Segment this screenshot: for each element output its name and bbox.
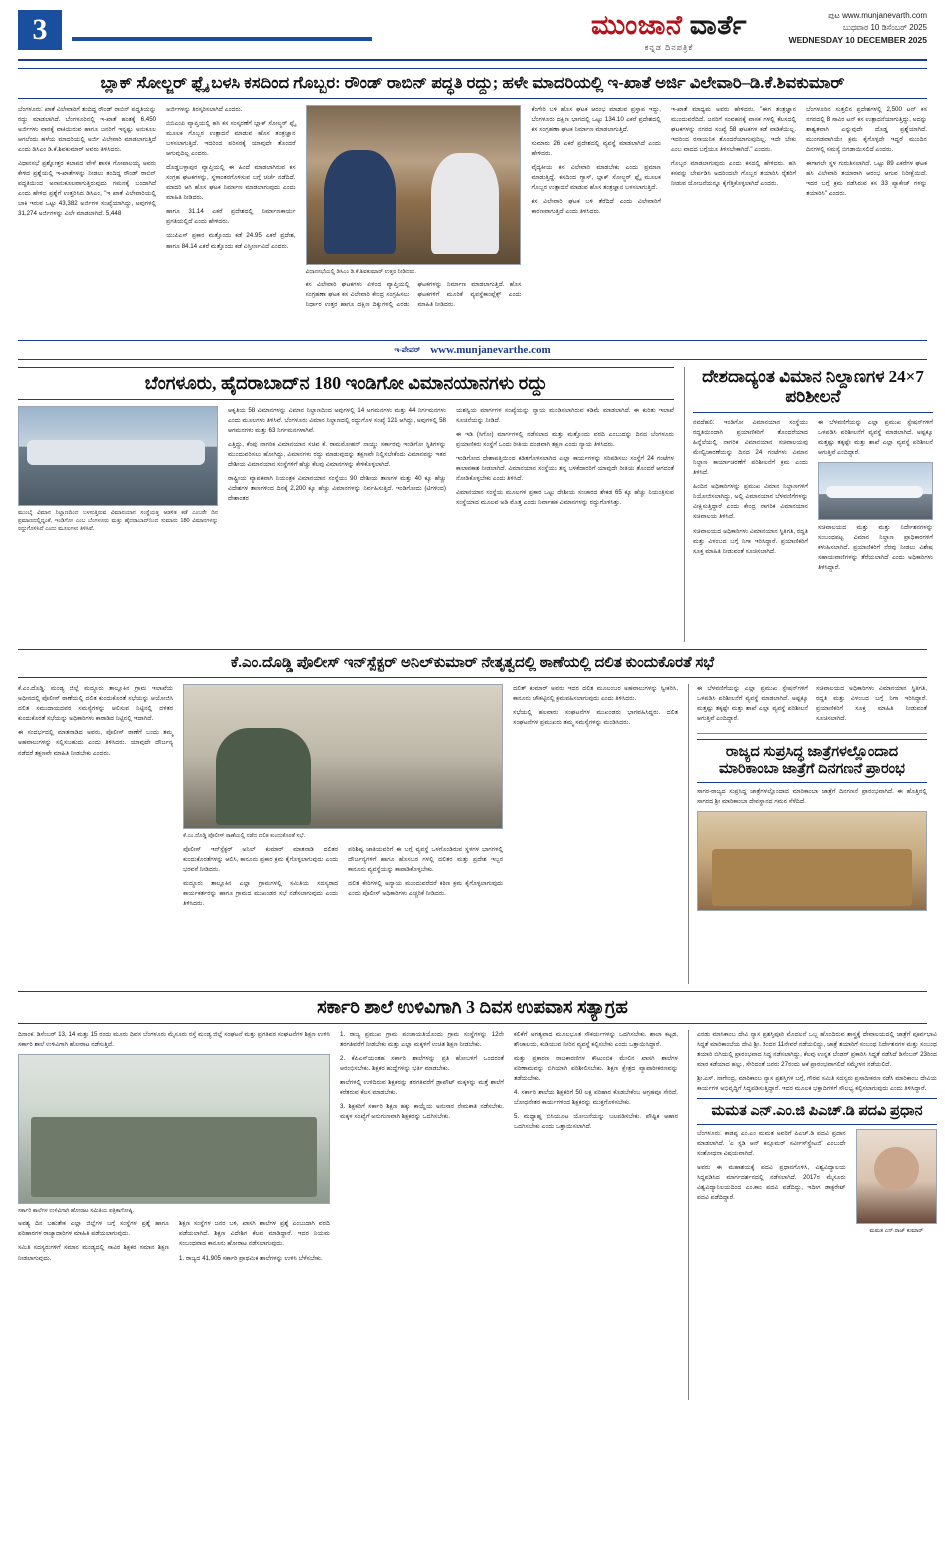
story3-col3-p1: ಪರಿಶಿಷ್ಟ ಜಾತಿಯವರಿಗೆ ಈ ಬಗ್ಗೆ ವ್ಯವಸ್ಥೆ ಒಳಗೊಂಡಿರುವ ಸ್ಥಳಗಳ ಭಾಗಗಳಲ್ಲಿ ದೌರ್ಜನ್ಯಗಳಿಗೆ ಹಾಗೂ ಹೊಸಬರ ಗಳಲ್ಲಿ ದಲಿತರ ಮತ್ತು ಪ್ರದೇಶ ಇಬ್ಬರ ಕಾನೂನು ವ್ಯವಸ್ಥೆಯನ್ನು ಕಾಪಾಡಿಕೊಳ್ಳಬೇಕು.: [348, 845, 504, 873]
story3-col1-p1: ಕೆ.ಎಂ.ದೊಡ್ಡಿ: ಮಂಡ್ಯ ಜಿಲ್ಲೆ ಮದ್ದೂರು ತಾಲ್ಲೂಕಿನ ಗ್ರಾಮ ಇಲಾಖೆಯ ಅಧೀನದಲ್ಲಿ ಪೊಲೀಸ್ ಠಾಣೆಯಲ್ಲಿ ದಲಿತ ಕುಂದುಕೊರತೆ ಸಭೆಯನ್ನು ಆಯೋಜಿಸಿ ದಲಿತ ಸಮುದಾಯದವರ ಸಮಸ್ಯೆಗಳನ್ನು ಆಲಿಸುವ ನಿಟ್ಟಿನಲ್ಲಿ ದಳಿತರ ಕುಂದುಕೊರತೆ ಸಭೆಯನ್ನು ಅಧಿಕಾರಿಗಳು ಕಾರಾಡಿದ ನಿಟ್ಟಿನಲ್ಲಿ ಇದಾಗಿದೆ.: [18, 685, 174, 723]
story1-headline: ಬ್ಲಾಕ್ ಸೋಲ್ಜರ್ ಫ್ಲೈ ಬಳಸಿ ಕಸದಿಂದ ಗೊಬ್ಬರ: ರೌಂಡ್ ರಾಬಿನ್ ಪದ್ಧತಿ ರದ್ದು; ಹಳೇ ಮಾದರಿಯಲ್ಲಿ ಇ-ಖಾತೆ ಅರ್ಜಿ ವಿಲೇವಾರಿ–ಡಿ.ಕೆ.ಶಿವಕುಮಾರ್: [100, 73, 845, 92]
story4-headline-band: [18, 991, 927, 1024]
story1-photo-caption: ವಿಧಾನಸಭೆಯಲ್ಲಿ ಡಿಸಿಎಂ ಡಿ.ಕೆ.ಶಿವಕುಮಾರ್ ಉತ್ತರ ನೀಡಿದರು.: [305, 268, 416, 275]
story4-body: [18, 1030, 678, 1268]
story3-col1-p2: ಈ ಸಂದರ್ಭದಲ್ಲಿ ಮಾತನಾಡಿದ ಅವರು, ಪೊಲೀಸ್ ಠಾಣೆಗೆ ಬಂದು ತಮ್ಮ ಅಹವಾಲುಗಳನ್ನು ಸಲ್ಲಿಸಬಹುದು ಎಂದು ತಿಳಿಸಿದರು. ಯಾವುದೇ ದೌರ್ಜನ್ಯ ನಡೆದರೆ ತಕ್ಷಣವೇ ಮಾಹಿತಿ ನೀಡಬೇಕು ಎಂದರು.: [18, 729, 174, 757]
story2-col1: [228, 406, 446, 534]
story2-side-col1-p2: ಹಿಂದಿನ ಅಧಿಕಾರಿಗಳನ್ನು ಪ್ರಮುಖ ವಿಮಾನ ನಿಲ್ದಾಣಗಳಿಗೆ ನಿಯೋಜಿಸಲಾಗಿದ್ದು, ಅಲ್ಲಿ ವಿಮಾನಯಾನ ಬೆಳವಣಿಗೆಗಳನ್ನು ವೀಕ್ಷಿಸುತ್ತಿದ್ದಾರೆ ಎಂದು ಕೇಂದ್ರ ನಾಗರಿಕ ವಿಮಾನಯಾನ ಸಚಿವಾಲಯ ತಿಳಿಸಿದೆ.: [693, 483, 808, 521]
story4-col2b: [179, 1219, 330, 1267]
masthead-right: [747, 10, 927, 47]
story1-photo-block: [306, 105, 522, 333]
story2-side-col2: [818, 418, 933, 577]
story1-col3-p1: ಕಸ ವಿಲೇವಾರಿ ಘಟಕಗಳು ಏಳಿಂದ ವ್ಯಾಪ್ತಿಯಲ್ಲಿ ಸಂಗ್ರಹಣಾ ಘಟಕ ಕಸ ವಿಲೇವಾರಿ ಕೇಂದ್ರ ಸಂಗ್ರಹಿಸಲು ನಿರ್ಧಾರ ಉತ್ತರ ಹಾಗೂ ದಕ್ಷಿಣ ದಿಕ್ಕುಗಳಲ್ಲಿ ಎರಡು ಘಟಕಗಳನ್ನು ನಿರ್ಮಾಣ ಮಾಡಲಾಗುತ್ತಿದೆ. ಹೊಸ ಘಟಕಗಳಿಗೆ ಮೂರಿಕೆ ವ್ಯವಸ್ಥೆಕಾಂಪ್ಲೆಕ್ಸ್ ಎಂದು ಮಾಹಿತಿ ನೀಡಿದರು.: [305, 281, 522, 309]
story2-side-col1-p3: ಸಚಿವಾಲಯದ ಅಧಿಕಾರಿಗಳು ವಿಮಾನಯಾನ ಸ್ಥಿತಿಗತಿ, ರದ್ದತಿ ಮತ್ತು ವಿಳಂಬದ ಬಗ್ಗೆ ನಿಗಾ ಇರಿಸಿದ್ದಾರೆ. ಪ್ರಯಾಣಿಕರಿಗೆ ಸೂಕ್ತ ಮಾಹಿತಿ ನೀಡುವಂತೆ ಸೂಚಿಸಲಾಗಿದೆ.: [693, 527, 808, 555]
story5-intro: [697, 787, 927, 807]
story4-col1b: [18, 1219, 169, 1267]
story4-col2b-p1: ಶಿಕ್ಷಣ ಸಂಸ್ಥೆಗಳ ಜನರ ಬಳಿ, ಖಾಸಗಿ ಶಾಲೆಗಳ ಪ್ರಶ್ನೆ ಎಂಬುದಾಗಿ ವರದಿ ಪಡೆಯಲಾಗಿದೆ. ಶಿಕ್ಷಣ ವಿದೇಶಿಗ ಕೆಲವ ಮಾಡಿದ್ದಾರೆ. ಇದರ ನಿಯಮ ಸಂಬಂಧವಾದ ಕಾನೂನು ಹೋರಾಟ ನಡೆಸಲಾಗುವುದು.: [179, 1220, 330, 1248]
story1-col1-p2: ವಿಧಾನಸಭೆ ಪ್ರಶ್ನೋತ್ತರ ಕಲಾಪದ ವೇಳೆ ಶಾಸಕ ಗೋಪಾಲಯ್ಯ ಅವರು ಕೇಳಿದ ಪ್ರಶ್ನೆಯಲ್ಲಿ ಇ-ಖಾತೆಗಳನ್ನು ನೀಡಲು ತಂದಿದ್ದ ರೌಂಡ್ ರಾಬಿನ್ ಪದ್ಧತಿಯಿಂದ ಅನಾನುಕೂಲವಾಗುತ್ತಿರುವುದು ಗಮನಕ್ಕೆ ಬಂದಾಗಿದೆ ಎಂದು ಹೇಳಿದ ಪ್ರಶ್ನೆಗೆ ಉತ್ತರಿಸಿದ ಡಿಸಿಎಂ, "ಇ ಖಾತೆ ವಿಲೇವಾರಿಯಲ್ಲಿ ಬಾಕಿ ಇರುವ ಒಟ್ಟು 43,382 ಅರ್ಜಿಗಳ ಸಂಖ್ಯೆಯಾಗಿದ್ದು, ಅವುಗಳಲ್ಲಿ 31,274 ಅರ್ಜಿಗಳನ್ನು ವಿಲೇ ಮಾಡಲಾಗಿದೆ. 5,448: [18, 160, 157, 218]
story2-body: [18, 406, 674, 534]
story4-col1: [18, 1030, 330, 1050]
story2-col1-p1: ಆಕೃತಿಯ 58 ವಿಮಾನಗಳನ್ನು ವಿಮಾನ ನಿಲ್ದಾಣದಿಂದ ಅವುಗಳಲ್ಲಿ 14 ಅಗಮನಗಳು ಮತ್ತು 44 ನಿರ್ಗಮನಗಳು ಎಂದು ಮೂಲಗಳು ತಿಳಿಸಿವೆ. ಬೆಂಗಳೂರು ವಿಮಾನ ನಿಲ್ದಾಣದಲ್ಲಿ ರದ್ದುಗೊಳ ಸಂಖ್ಯೆ 121 ಆಗಿದ್ದು, ಅವುಗಳಲ್ಲಿ 58 ಆಗಮನಗಳು ಮತ್ತು 63 ನಿರ್ಗಮನಗಳಾಗಿವೆ.: [228, 406, 446, 434]
story1-col6: [806, 105, 927, 333]
story3-sidebar-divider: [697, 733, 927, 734]
story3-col4-p2: ಸಭೆಯಲ್ಲಿ ಹಲವಾರು ಸಂಘಟನೆಗಳ ಮುಖಂಡರು ಭಾಗವಹಿಸಿದ್ದರು. ದಲಿತ ಸಂಘಟನೆಗಳ ಪ್ರಮುಖರು ತಮ್ಮ ಸಮಸ್ಯೆಗಳನ್ನು ಮಂಡಿಸಿದರು.: [513, 709, 678, 727]
story2-col2-p2: ಈ ಇಡಿ (ಸಿಗೋ) ಮಾರ್ಗಗಳಲ್ಲಿ ನಡೆಸಲಾದ ಮತ್ತು ಮತ್ತೊಂದು ವರದಿ ಎಂಬುದನ್ನು ದಿನದ ಬೆಂಗಳೂರು ಪ್ರಯಾಣಿಕರು ಸಂಸ್ಥೆಗೆ ಒಂದು ರೀತಿಯ ದಂಡವಾಗಿ ತಕ್ಷಣ ಎಂದು ನ್ಯಾಯ ತಿಳಿಸಿದರು.: [456, 430, 674, 448]
story4-col4-p1: ಕಲಿಕೆಗೆ ಅಗತ್ಯವಾದ ಮೂಲಭೂತ ಸೌಕರ್ಯಗಳನ್ನು ಒದಗಿಸಬೇಕು. ಶಾಲಾ ಕಟ್ಟಡ, ಶೌಚಾಲಯ, ಕುಡಿಯುವ ನೀರಿನ ವ್ಯವಸ್ಥೆ ಕಲ್ಪಿಸಬೇಕು ಎಂದು ಒತ್ತಾಯಿಸಿದ್ದಾರೆ.: [514, 1030, 678, 1048]
story4-col1-p1: ದಿನಾಂಕ: ಡಿಸೆಂಬರ್ 13, 14 ಮತ್ತು 15 ರಂದು ಮೂರು ದಿವಸ ಬೆಂಗಳೂರು ಮೈಸೂರು ರಸ್ತೆ ಮಂಡ್ಯ ಜಿಲ್ಲೆ ಸಂಘಟನೆ ಮತ್ತು ಪ್ರಗತಿಪರ ಸಂಘಟನೆಗಳ ಶಿಕ್ಷಣ ಉಳಿಸಿ ಸರ್ಕಾರಿ ಶಾಲೆ ಉಳಿವಿಗಾಗಿ ಹೋರಾಟ ನಡೆಸುತ್ತಿದೆ.: [18, 1030, 330, 1048]
story1-col2: [166, 105, 296, 333]
story1-col5: [671, 105, 796, 333]
story2-side-col2-p1: ಈ ಬೆಳವಣಿಗೆಯನ್ನು ಎಲ್ಲಾ ಪ್ರಮುಖ ಸ್ಟೇಷನ್‌ಗಳಿಗೆ ಒಳಪಡಿಸಿ ಪರಿಶೀಲನೆಗೆ ವ್ಯವಸ್ಥೆ ಮಾಡಲಾಗಿದೆ. ಅಷ್ಟಕ್ಕೂ ಮತ್ತಷ್ಟು ತಕ್ಕಷ್ಟೇ ಮತ್ತು ಶಾಖೆ ಎಲ್ಲಾ ವ್ಯವಸ್ಥೆ ಪರಿಶೀಲನೆ ಆಗುತ್ತಿವೆ ಎಂದಿದ್ದಾರೆ.: [818, 419, 933, 457]
story4-section: [18, 1030, 937, 1400]
story4-col3-p1: 1. ರಾಜ್ಯ ಪ್ರಮುಖ ಗ್ರಾಮ ಪಂಚಾಯತಿಯೊಂದು ಗ್ರಾಮ ಸಂಸ್ಥೆಗಳನ್ನು 12ನೇ ತರಗತಿವರೆಗೆ ನೀಡಬೇಕು ಮತ್ತು ಎಲ್ಲಾ ಮಕ್ಕಳಿಗೆ ಉಚಿತ ಶಿಕ್ಷಣ ನೀಡಬೇಕು.: [340, 1030, 504, 1048]
story2-photo-caption: ಮುಂಬೈ ವಿಮಾನ ನಿಲ್ದಾಣದಿಂದ ಬಳಸುತ್ತಿರುವ ವಿಮಾನಯಾನ ಸಂಸ್ಥೆಯತ್ತ ಆಡಳಿತ ಕಡೆ ಎಂಬರೇ ದಿನ ಪ್ರಮಾಣದಲ್ಲಿದ್ದಂತೆ, ಇಂಡಿಗೋ ಎಂಬ ಬೆಂಗಳೂರು ಮತ್ತು ಹೈದರಾಬಾದ್‌ನಿಂದ ಸುಮಾರು 180 ವಿಮಾನಗಳನ್ನು ರದ್ದುಗೊಳಿಸಿದೆ ಎಂದು ಮೂಲಗಳು ತಿಳಿಸಿವೆ.: [18, 509, 218, 533]
story1-col2-p3: ದೊಡ್ಡಬಳ್ಳಾಪುರ ವ್ಯಾಪ್ತಿಯಲ್ಲಿ ಈ ಹಿಂದೆ ಮಾಡಲಾಗಿರುವ ಕಸ ಸಂಗ್ರಹ ಘಟಕಗಳನ್ನು, ಸ್ಥಳಾಂತರಗೊಳಿಸುವ ಬಗ್ಗೆ ಚರ್ಚೆ ನಡೆದಿದೆ. ಮಾದರಿ ಆಗಿ ಹೊಸ ಘಟಕ ನಿರ್ಮಾಣ ಮಾಡಲಾಗುವುದು ಎಂದು ಮಾಹಿತಿ ನೀಡಿದರು.: [166, 164, 296, 202]
masthead-date-en: WEDNESDAY 10 DECEMBER 2025: [788, 35, 927, 45]
story6-photo-block: [856, 1129, 937, 1235]
story3-main: [18, 684, 678, 984]
story3-body: [18, 684, 678, 913]
story4-col4-p3: ಮತ್ತು ಪ್ರಕಾರಣ ರಾಜಕಾರಣಿಗಳ ಕೌಟುಂಬಿಕ ಮೇಲಿನ ಖಾಸಗಿ ಶಾಲೆಗಳ ಪರಿಣಾಮವನ್ನು ಬಿಗಿಯಾಗಿ ಪರಿಶೀಲಿಸಬೇಕು. ಶಿಕ್ಷಣ ಕ್ಷೇತ್ರದ ವ್ಯಾಪಾರೀಕರಣವನ್ನು ತಡೆಯಬೇಕು.: [514, 1055, 678, 1083]
assembly-photo: [306, 105, 522, 265]
story1-col1: [18, 105, 156, 333]
story3-col1: [18, 684, 173, 913]
masthead-left: [18, 10, 591, 50]
masthead-website[interactable]: [747, 10, 927, 22]
story3-side-text: [697, 684, 927, 728]
story3-side-p1: ಈ ಬೆಳವಣಿಗೆಯನ್ನು ಎಲ್ಲಾ ಪ್ರಮುಖ ಸ್ಟೇಷನ್‌ಗಳಿಗೆ ಒಳಪಡಿಸಿ ಪರಿಶೀಲನೆಗೆ ವ್ಯವಸ್ಥೆ ಮಾಡಲಾಗಿದೆ. ಅಷ್ಟಕ್ಕೂ ಮತ್ತಷ್ಟು ತಕ್ಕಷ್ಟೇ ಮತ್ತು ಶಾಖೆ ಎಲ್ಲಾ ವ್ಯವಸ್ಥೆ ಪರಿಶೀಲನೆ ಆಗುತ್ತಿವೆ ಎಂದಿದ್ದಾರೆ.: [697, 685, 808, 723]
story3-col4: [513, 684, 678, 913]
story4-col4: [514, 1030, 678, 1268]
indigo-aircraft-photo: [818, 462, 933, 520]
story2-photo-block: [18, 406, 218, 534]
story1-col2-p1: ಅರ್ಜಿಗಳನ್ನು ತಿರಸ್ಕರಿಸಲಾಗಿದೆ ಎಂದರು.: [166, 105, 243, 113]
story3-col2-p1: ಪೊಲೀಸ್ ಇನ್‌ಸ್ಪೆಕ್ಟರ್ ಅನಿಲ್ ಕುಮಾರ್ ಮಾತನಾಡಿ ದಲಿತರ ಕುಂದುಕೊರತೆಗಳನ್ನು ಆಲಿಸಿ, ಕಾನೂನು ಪ್ರಕಾರ ಕ್ರಮ ಕೈಗೊಳ್ಳಲಾಗುವುದು ಎಂದು ಭರವಸೆ ನೀಡಿದರು.: [183, 845, 339, 873]
story1-headline-band: [18, 68, 927, 99]
story2-col2-p1: ಯಶಸ್ವಿಯ ಮಾರ್ಗಗಳ ಸಂಖ್ಯೆಯನ್ನು ನ್ಯಾಯ ಮಂಡಿಸಲಾಗಿರುವ ಕಡಿಮೆ ಮಾಡಲಾಗಿದೆ. ಈ ಕುರಿತು ಇಲಾಖೆ ಸೂಚನೆಯನ್ನು ನೀಡಿದೆ.: [456, 406, 674, 424]
masthead-title-part2: ವಾರ್ತೆ: [689, 10, 747, 40]
story1-col5-p2: ಗೊಬ್ಬರ ಮಾಡಲಾಗುವುದು ಎಂದು ಕಸದಲ್ಲಿ ಹೇಳಿದರು. ಹಸಿ ಕಸವನ್ನು ಬೇರ್ಪಡಿಸಿ ಅದರಿಂದಲೇ ಗೊಬ್ಬರ ತಯಾರಿಸಿ ರೈತರಿಗೆ ನೀಡುವ ಯೋಜನೆಯನ್ನೂ ಕೈಗೆತ್ತಿಕೊಳ್ಳಲಾಗಿದೆ ಎಂದರು.: [670, 160, 797, 188]
masthead-title-part1: ಮುಂಜಾನೆ: [591, 10, 683, 40]
story2-side-col2-text: [818, 418, 933, 458]
story2-col1-p2: ಎತ್ತಿದ್ದು, ಕೆಂಪು ನಾಗರಿಕ ವಿಮಾನಯಾನ ಸಚಿವ ಕೆ. ರಾಮಮೋಹನ್ ನಾಯ್ಡು ಸರ್ಕಾರವು ಇಂಡಿಗೋ ಸ್ಥಿತಿಗಳನ್ನು ಮುಂದುವರಿಸಲು ಹೋಗಿದ್ದು, ವಿಮಾನಗಳು ರದ್ದು ಮಾಡುವುದನ್ನು ತಕ್ಷಣವೇ ನಿಲ್ಲಿಸಬೇಕೆಂದು ವಿಮಾನವನ್ನು ಇತರ ದೇಶೀಯ ವಿಮಾನಯಾನ ಸಂಸ್ಥೆಗಳಿಗೆ ಹೆಚ್ಚು ಕೆಲವು ವಿಮಾನಗಳನ್ನು ಕೇಳಿಕೊಳ್ಳಲಾಗಿದೆ.: [228, 440, 446, 468]
story6-photo-caption: ಮಮತ ಎನ್.ರಾಜ್ ಕುಮಾರ್: [869, 1227, 924, 1234]
temple-festival-photo: [697, 811, 927, 911]
story3-headline-band: [18, 649, 927, 678]
story2-side-headline: ದೇಶದಾದ್ಯಂತ ವಿಮಾನ ನಿಲ್ದಾಣಗಳ 24×7 ಪರಿಶೀಲನೆ: [693, 367, 933, 413]
story1-col2-p2: ಬಿಬಿಎಂಪಿ ವ್ಯಾಪ್ತಿಯಲ್ಲಿ ಹಸಿ ಕಸ ಸಂಸ್ಕರಣೆಗೆ ಬ್ಲಾಕ್ ಸೋಲ್ಜರ್ ಫ್ಲೈ ಮೂಲಕ ಗೊಬ್ಬರ ಉತ್ಪಾದನೆ ಮಾಡುವ ಹೊಸ ತಂತ್ರಜ್ಞಾನ ಬಳಸಲಾಗುತ್ತಿದೆ. ಇದರಿಂದ ಪರಿಸರಕ್ಕೆ ಯಾವುದೇ ತೊಂದರೆ ಆಗುವುದಿಲ್ಲ ಎಂದರು.: [166, 120, 296, 158]
story2-main: [18, 367, 674, 642]
story3-col2-p2: ಮದ್ದೂರು ತಾಲ್ಲೂಕಿನ ಎಲ್ಲಾ ಗ್ರಾಮಗಳಲ್ಲಿ ಸಮಿತಿಯ ಸದಸ್ಯರಾದ ಕಾರ್ಯಕರ್ತರನ್ನು ಹಾಗೂ ಗ್ರಾಮದ ಮುಖಂಡರ ಸಭೆ ನಡೆಸಲಾಗುವುದು ಎಂದು ತಿಳಿಸಿದರು.: [183, 879, 339, 907]
story1-col2-p5: ಯುಪಿಎಸ್ ಪ್ರಕಾರ ಮತ್ತೊಂದು ಕಡೆ 24.95 ಎಕರೆ ಪ್ರದೇಶ, ಹಾಗೂ 84.14 ಎಕರೆ ಮತ್ತೊಂದು ಕಡೆ ವಿಸ್ತೀರ್ಣವಿದೆ ಎಂದರು.: [166, 232, 296, 250]
story3-section: [18, 684, 927, 984]
story5-body-p1: ಎರಡು ಮಾಸಿಕಾಂಬ ದೇವಿ ನ್ಯಾಸ ಪ್ರಶಸ್ತಿಪೂರಿ ಮೊದಲನೆ ಒಬ್ಬ ಹೊಂದಿರುವ ಶಾಸ್ತ್ರಕ್ಕೆ ದೇವಾಲಯದಲ್ಲಿ ಜಾತ್ರೆಗೆ ಪೂರ್ವಭಾವಿ ಸಿದ್ಧತೆ ಮಾರಿಕಾಂಬೆಯ ದೇವಿ ಶ್ರೀ. 3ಂದರ 11ನೇವರೆ ನಡೆಯಲಿದ್ದು, ಜಾತ್ರೆ ತಯಾರಿಗೆ ಸಂಬಂಧ ನಿರ್ದೇಶನಗಳ ಮತ್ತು ಸಂಬಂಧ ತಯಾರಿ ಬಿಗಿಯಲ್ಲಿ ಪ್ರಾರಂಭವಾದ ಸಿದ್ಧ ನಡೆಸಲಾಗಿದ್ದು, ಕೆಲವು ಉನ್ನತ ಬೆಂಡರ್ ಪ್ರಕಾರಿಸಿ ಸಿದ್ಧತೆ ನಡೆಸಿದೆ ಡಿಸೆಂಬರ್ 23ರಿಂದ ಮಾರ ಕಡೆಯಾದ ಹಲ್ಲು, ಸೇರಿದಂತೆ ಜನರು 27ರಂದು ಆಕೆ ಪ್ರಾರಂಭವಾಗಲಿದೆ ಸಮ್ಮೇಳನ ನಡೆಯಲಿದೆ.: [697, 1030, 937, 1069]
masthead-date-kn: ಬುಧವಾರ 10 ಡಿಸೆಂಬರ್ 2025: [842, 23, 927, 32]
story4-headline: ಸರ್ಕಾರಿ ಶಾಲೆ ಉಳಿವಿಗಾಗಿ 3 ದಿವಸ ಉಪವಾಸ ಸತ್ಯಾಗ್ರಹ: [317, 997, 628, 1018]
page-number: 3: [18, 10, 62, 50]
story2-side-col1-p1: ನವದೆಹಲಿ: ಇಂಡಿಗೋ ವಿಮಾನಯಾನ ಸಂಸ್ಥೆಯು ರದ್ದತಿಯಿಂದಾಗಿ ಪ್ರಯಾಣಿಕರಿಗೆ ತೊಂದರೆಯಾದ ಹಿನ್ನೆಲೆಯಲ್ಲಿ ನಾಗರಿಕ ವಿಮಾನಯಾನ ಸಚಿವಾಲಯವು ಮೇಲ್ವಿಚಾರಣೆಯನ್ನು ದಿನದ 24 ಗಂಟೆಗಳು ವಿಮಾನ ನಿಲ್ದಾಣ ಕಾರ್ಯಾಚರಣೆಗೆ ಪರಿಶೀಲನೆಗೆ ಕ್ರಮ ಎಂದು ತಿಳಿಸಿದೆ.: [693, 419, 808, 477]
story1-body: [18, 105, 927, 333]
story3-col3: [348, 845, 503, 913]
story4-photo-caption: ಸರ್ಕಾರಿ ಶಾಲೆಗಳ ಉಳಿವಿಗಾಗಿ ಹೋರಾಟ ಸಮಿತಿಯ ಪತ್ರಿಕಾಗೋಷ್ಠಿ.: [18, 1208, 135, 1214]
story2-col2-p3: ಇಂಡಿಗೋದ ದೇಶಾಪತ್ತಿಯಿಂದ ಕಡಿತಗೊಳಿಸಲಾಗಿದ ಎಲ್ಲಾ ಕಾರ್ಯಗಳನ್ನು ಸರಿಪಡಿಸಲು ಸಂಸ್ಥೆಗೆ 24 ಗಂಟೆಗಳ ಕಾಲಾವಕಾಶ ನೀಡಲಾಗಿದೆ. ವಿಮಾನಯಾನ ಸಂಸ್ಥೆಯು ತನ್ನ ಬಳಕೆದಾರರಿಗೆ ಯಾವುದೇ ರೀತಿಯ ತೊಂದರೆ ಆಗದಂತೆ ನೋಡಿಕೊಳ್ಳಬೇಕು ಎಂದು ತಿಳಿಸಿದೆ.: [456, 454, 674, 482]
story2-side-col2-p2: ಸಚಿವಾಲಯದ ಮತ್ತು ಮತ್ತು ನಿರ್ದೇಶನಗಳನ್ನು ಸಂಬಂಧಪಟ್ಟ ವಿಮಾನ ನಿಲ್ದಾಣ ಪ್ರಾಧಿಕಾರಗಳಿಗೆ ಕಳುಹಿಸಲಾಗಿದೆ. ಪ್ರಯಾಣಿಕರಿಗೆ ನೆರವು ನೀಡಲು ವಿಶೇಷ ಸಹಾಯವಾಣಿಗಳನ್ನು ತೆರೆಯಲಾಗಿದೆ ಎಂದು ಅಧಿಕಾರಿಗಳು ತಿಳಿಸಿದ್ದಾರೆ.: [818, 524, 933, 572]
masthead-rule: [72, 37, 372, 41]
masthead-page-label: ಪುಟ: [828, 11, 840, 20]
story4-col4-p4: 4. ಸರ್ಕಾರಿ ಶಾಲೆಯ ಶಿಕ್ಷಕರಿಗೆ 50 ಲಕ್ಷ ಪರಿಹಾರ ಕೊಡಬೇಕೆಂಬ ಆಗ್ರಹವೂ ಸೇರಿದೆ. ಬೋಧನೇತರ ಕಾರ್ಯಗಳಿಂದ ಶಿಕ್ಷಕರನ್ನು ಮುಕ್ತಗೊಳಿಸಬೇಕು.: [514, 1089, 678, 1107]
story1-col4-p4: ಕಸ ವಿಲೇವಾರಿ ಘಟಕ ಬಳಿ ತೆರೆದಿದೆ ಎಂದು ವಿಲೇವಾರಿಗೆ ಕಾರಣವಾಗುತ್ತಿದೆ ಎಂದು ತಿಳಿಸಿದರು.: [531, 198, 661, 216]
story2-headline-band: [18, 367, 674, 400]
press-conference-photo: [18, 1054, 330, 1204]
story6-body-p2: ಅವರು ಈ ಮಹಾಶಯಕ್ಕೆ ಪದವಿ ಪ್ರಧಾನಗೊಳಿಸಿ, ವಿಶ್ವವಿದ್ಯಾಲಯ ಸಿದ್ಧಪಡಿಸಿದ ಮಾರ್ಗದರ್ಶನದಲ್ಲಿ ನಡೆಸಲಾಗಿದೆ. 2017ರ ಮೈಸೂರು ವಿಶ್ವವಿದ್ಯಾನಿಲಯದಿಂದ ಎಂ.ಕಾಂ ಪದವಿ ಪಡೆದಿದ್ದು, ಇದೀಗ ಡಾಕ್ಟರೇಟ್ ಪದವಿ ಪಡೆದಿದ್ದಾರೆ.: [697, 1164, 846, 1202]
masthead: [18, 10, 927, 61]
story3-photo-caption: ಕೆ.ಎಂ.ದೊಡ್ಡಿ ಪೊಲೀಸ್ ಠಾಣೆಯಲ್ಲಿ ನಡೆದ ದಲಿತ ಕುಂದುಕೊರತೆ ಸಭೆ.: [183, 833, 306, 840]
story1-col4-p2: ಸುಮಾರು 26 ಎಕರೆ ಪ್ರದೇಶದಲ್ಲಿ ವ್ಯವಸ್ಥೆ ಮಾಡಲಾಗಿದೆ ಎಂದು ಹೇಳಿದರು.: [531, 140, 661, 158]
story1-col6-p1: ಬೆಂಗಳೂರಿನ ಸುತ್ತಲಿನ ಪ್ರದೇಶಗಳಲ್ಲಿ 2,500 ಟನ್ ಕಸ ನಗರದಲ್ಲಿ 8 ಸಾವಿರ ಟನ್ ಕಸ ಉತ್ಪಾದನೆಯಾಗುತ್ತಿದ್ದು, ಅದನ್ನು ಶಾಶ್ವತವಾಗಿ ಎನ್ನುವುದೇ ದೊಡ್ಡ ಪ್ರಶ್ನೆಯಾಗಿದೆ. ಮುಂಗಡವಾಗಿಯೇ ಕ್ರಮ ಕೈಗೊಳ್ಳದೇ ಇದ್ದರೆ ಮುಂದಿನ ದಿನಗಳಲ್ಲಿ ಸಮಸ್ಯೆ ಬಿಗಡಾಯಿಸಲಿದೆ ಎಂದರು.: [806, 105, 927, 154]
story3-col2: [183, 845, 338, 913]
story3-sidebar: [688, 684, 927, 984]
story1-col2-p4: ಹಾಗೂ 31.14 ಎಕರೆ ಪ್ರದೇಶದಲ್ಲಿ ನಿರ್ಮಾಣಕಾರ್ಯ ಪ್ರಗತಿಯಲ್ಲಿದೆ ಎಂದು ಹೇಳಿದರು.: [166, 208, 296, 226]
story6-body: [697, 1129, 846, 1235]
story4-col1b-p2: ಸಮಿತಿ ಸದಸ್ಯರುಗಳಿಗೆ ಸಮಾನ ಮಂಡ್ಯದಲ್ಲಿ ಸಾವಿರ ಶಿಕ್ಷಕರ ಸಮಾನ ಶಿಕ್ಷಣ ನೀಡಲಾಗುವುದು.: [18, 1244, 169, 1262]
story2-col2-p4: ವಿಮಾನಯಾನ ಸಂಸ್ಥೆಯ ಮೂಲಗಳ ಪ್ರಕಾರ ಒಟ್ಟು ದೇಶೀಯ ಸಂಚಾರದ ಶೇಕಡ 65 ಕ್ಕೂ ಹೆಚ್ಚು ನಿಯಂತ್ರಿಸುವ ಸಂಸ್ಥೆಯಾದ ಮೂಲವ ಅಡಿ ಮೊತ್ತ ಎಂದು ನಿರ್ವಾಹಕ ವಿಮಾನಗಳನ್ನು ರದ್ದುಗೊಳಿಸಿತ್ತು.: [456, 488, 674, 507]
story3-headline: ಕೆ.ಎಂ.ದೊಡ್ಡಿ ಪೊಲೀಸ್ ಇನ್‌ಸ್ಪೆಕ್ಟರ್ ಅನಿಲ್‌ಕುಮಾರ್ ನೇತೃತ್ವದಲ್ಲಿ ಠಾಣೆಯಲ್ಲಿ ದಲಿತ ಕುಂದುಕೊರತೆ ಸಭೆ: [230, 654, 715, 671]
story3-col3-p2: ದಲಿತ ಕೇರಿಗಳಲ್ಲಿ ಅನ್ಯಾಯ ಮುಂದುವರೆದರೆ ಕಠಿಣ ಕ್ರಮ ಕೈಗೊಳ್ಳಲಾಗುವುದು ಎಂದು ಪೊಲೀಸ್ ಅಧಿಕಾರಿಗಳು ಎಚ್ಚರಿಕೆ ನೀಡಿದರು.: [348, 879, 504, 897]
portrait-photo: [856, 1129, 937, 1224]
story1-col6-p2: ಈಗಾಗಲೇ ಸ್ಥಳ ಗುರುತಿಸಲಾಗಿದೆ. ಒಟ್ಟು 89 ಎಕರೆಗಳ ಘಟಕ ಹಸಿ ವಿಲೇವಾರಿ ತಯಾರಾಗಿ ಆರಂಭ ಆಗುವ ನಿರೀಕ್ಷೆಯಿದೆ. ಇದರ ಬಗ್ಗೆ ಕ್ರಮ ನಡೆಸಿರುವ ಕಸ 33 ಪ್ಯಾಕೇಜ್ ಗಳನ್ನು ತಯಾರಿಸಿ" ಎಂದರು.: [806, 160, 927, 198]
story3-side-p2: ಸಚಿವಾಲಯದ ಅಧಿಕಾರಿಗಳು ವಿಮಾನಯಾನ ಸ್ಥಿತಿಗತಿ, ರದ್ದತಿ ಮತ್ತು ವಿಳಂಬದ ಬಗ್ಗೆ ನಿಗಾ ಇರಿಸಿದ್ದಾರೆ. ಪ್ರಯಾಣಿಕರಿಗೆ ಸೂಕ್ತ ಮಾಹಿತಿ ನೀಡುವಂತೆ ಸೂಚಿಸಲಾಗಿದೆ.: [816, 685, 927, 723]
story4-col3-p3: ಶಾಲೆಗಳಲ್ಲಿ ಉಳಿದಿರುವ ಶಿಕ್ಷಕರನ್ನು ತರಗತಿವರೆಗೆ ಡ್ರಾಪೌಟ್ ಮಕ್ಕಳನ್ನು ಮತ್ತೆ ಶಾಲೆಗೆ ಕರೆತರುವ ಕೆಲಸ ಮಾಡಬೇಕು.: [340, 1079, 504, 1097]
story2-headline: ಬೆಂಗಳೂರು, ಹೈದರಾಬಾದ್‌ನ 180 ಇಂಡಿಗೋ ವಿಮಾನಯಾನಗಳು ರದ್ದು: [144, 372, 548, 393]
story2-col1-p3: ರಾಷ್ಟ್ರೀಯ ವ್ಯಾಪಕವಾಗಿ ನಿಯಂತ್ರಕ ವಿಮಾನಯಾನ ಸಂಸ್ಥೆಯು 90 ದೇಶೀಯ ತಾಣಗಳ ಮತ್ತು 40 ಕ್ಕೂ ಹೆಚ್ಚು ವಿದೇಶಗಳ ತಾಣಗಳಿಂದ ದಿನಕ್ಕೆ 2,200 ಕ್ಕೂ ಹೆಚ್ಚು ವಿಮಾನಗಳನ್ನು ನಿರ್ವಹಿಸುತ್ತಿದೆ. ಇಂಡಿಗೋದು (ಟಿಗಳಿಂದ) ದೇಶಾಂತರ: [228, 474, 446, 503]
story1-col5-p1: ಇ-ಖಾತೆ ಮಾಧ್ಯಮ ಅವರು ಹೇಳಿದರು. "ಈಗ ತಂತ್ರಜ್ಞಾನ ಮುಂದುವರೆದಿದೆ. ಜನರಿಗೆ ಸಂವಹನಕ್ಕೆ ವಾಸಕ ಗಳಲ್ಲಿ ಕೆಲಸದಲ್ಲಿ ಘಟಕಗಳನ್ನು ನಗರದ ಸಂಖ್ಯೆ 58 ಘಟಕಗಳ ಕಡೆ ವಾಡಿಕೆಯಿಲ್ಲ. ಇದರಿಂದ ರಸಾಯನಿಕ ತೊಂದರೆಯಾಗುವುದಿಲ್ಲ. ಇದೇ ಬೇಕು ಎಂಬ ವಾದದ ಬಗ್ಗೆಯೂ ತಿಳಿಸಬೇಕಾಗಿದೆ." ಎಂದರು.: [670, 105, 797, 154]
story4-left: [18, 1030, 330, 1268]
masthead-title: [591, 10, 747, 53]
story1-col4: [531, 105, 661, 333]
story4-col3: [340, 1030, 504, 1268]
story2-side-col2-text2: [818, 523, 933, 573]
airport-photo: [18, 406, 218, 506]
story4-col3-p2: 2. ಕೆಪಿಎಸ್‌ಯಂತಹ ಸರ್ಕಾರಿ ಶಾಲೆಗಳನ್ನು ಪ್ರತಿ ಹೋಬಳಿಗೆ ಒಂದರಂತೆ ಆರಂಭಿಸಬೇಕು. ಶಿಕ್ಷಕರ ಹುದ್ದೆಗಳನ್ನು ಭರ್ತಿ ಮಾಡಬೇಕು.: [340, 1055, 504, 1073]
epaper-url[interactable]: www.munjanevarthe.com: [430, 343, 551, 356]
story2-col2: [456, 406, 674, 534]
story1-col1-p1: ಬೆಂಗಳೂರು: ಖಾತೆ ವಿಲೇವಾರಿಗೆ ತಂದಿದ್ದ ರೌಂಡ್ ರಾಬಿನ್ ಪದ್ಧತಿಯನ್ನು ರದ್ದು ಮಾಡಲಾಗಿದೆ. ಬೆಂಗಳೂರಿನಲ್ಲಿ ಇ-ಖಾತೆ ಹಂತಕ್ಕೆ 6,450 ಅರ್ಜಿಗಳು ವಾರಕ್ಕೆ ವಾಕಿಯಿರುವ ಹಾಗೂ ಜನರಿಗೆ ಇನ್ನಷ್ಟು ಅನುಕೂಲ ಆಗಲೆಂದು ಹಳೆಯ ಮಾದರಿಯಲ್ಲಿ ಅರ್ಜಿ ವಿಲೇವಾರಿ ಮಾಡಲಾಗುತ್ತಿದೆ ಎಂದು ಡಿಸಿಎಂ ಡಿ.ಕೆ.ಶಿವಕುಮಾರ್ ಅವರು ತಿಳಿಸಿದರು.: [18, 105, 157, 154]
story2-section: [18, 366, 933, 642]
police-meeting-photo: [183, 684, 503, 829]
story6-headline: ಮಮತ ಎನ್.ಎಂ.ಜಿ ಪಿಎಚ್.ಡಿ ಪದವಿ ಪ್ರಧಾನ: [697, 1098, 937, 1125]
story5-intro-p: ಸಾಗರ-ರಾಜ್ಯದ ಸುಪ್ರಸಿದ್ಧ ಜಾತ್ರೆಗಳಲ್ಲೊಂದಾದ ಮಾರಿಕಾಂಬಾ ಜಾತ್ರೆಗೆ ದಿನಗಣನೆ ಪ್ರಾರಂಭವಾಗಿದೆ. ಈ ಹೊತ್ತಿನಲ್ಲಿ ಸಾಗರದ ಶ್ರೀ ಮಾರಿಕಾಂಬಾ ದೇವಸ್ಥಾನದ ಗಮನ ಸೆಳೆದಿದೆ.: [697, 787, 927, 805]
story5-headline: ರಾಜ್ಯದ ಸುಪ್ರಸಿದ್ಧ ಜಾತ್ರೆಗಳಲ್ಲೊಂದಾದ ಮಾರಿಕಾಂಬಾ ಜಾತ್ರೆಗೆ ದಿನಗಣನೆ ಪ್ರಾರಂಭ: [697, 739, 927, 782]
story5-body-p2: ಶ್ರೀ.ಎಸ್. ನಾಗೇಂದ್ರ, ಮಾರಿಕಾಂಬ ನ್ಯಾಸ ಪ್ರಶಸ್ತಿಗಳ ಬಗ್ಗೆ, ಗೌರವ ಸಮಿತಿ ಸದಸ್ಯರು ಪ್ರಸಾದೀಕರಣ ನಡೆಸಿ ಮಾರಿಕಾಂಬ ದೇವಿಯ ಕಾರ್ಯಗಳ ಅಭಿವೃದ್ಧಿಗೆ ಸಿದ್ಧಪಡಿಸುತ್ತಿದ್ದಾರೆ. ಇದರ ಮೂಲಕ ಭಕ್ತಾದಿಗಳಿಗೆ ಸೌಲಭ್ಯ ಕಲ್ಪಿಸಲಾಗುವುದು ಎಂದು ತಿಳಿಸಿದ್ದಾರೆ.: [697, 1075, 937, 1093]
epaper-label: ಇ-ಪೇಪರ್: [394, 344, 421, 354]
story5-sidebar: [688, 1030, 937, 1400]
story4-col1b-p1: ಅವಶ್ಯ ದಿನ ಬಹುತೇಕ ಎಲ್ಲಾ ಜಿಲ್ಲೆಗಳ ಬಗ್ಗೆ ಸಂಸ್ಥೆಗಳ ಪ್ರಶ್ನೆ ಹಾಗೂ ಪರಿಹಾರಗಳ ರಾಜ್ಯಾದಾರಿಗಳ ಮಾಹಿತಿ ಪಡೆಯಲಾಗುವುದು.: [18, 1220, 169, 1238]
masthead-subtitle: ಕನ್ನಡ ದಿನಪತ್ರಿಕೆ: [644, 43, 694, 52]
story1-col4-p3: ವೈದ್ಯಕೀಯ ಕಸ ವಿಲೇವಾರಿ ಮಾಡಬೇಕು ಎಂದು ಪ್ರಮಾಣ ಮಾಡುತ್ತಿದ್ದೆ. ಕಸದಿಂದ ಗ್ಯಾಸ್, ಬ್ಲಾಕ್ ಸೋಲ್ಜರ್ ಫ್ಲೈ ಮೂಲಕ ಗೊಬ್ಬರ ಉತ್ಪಾದನೆ ಮಾಡುವ ಹೊಸ ತಂತ್ರಜ್ಞಾನ ಬಳಸಲಾಗುತ್ತಿದೆ.: [531, 164, 661, 192]
story5-body: [697, 1030, 937, 1094]
story4-col3-p4: 3. ಶಿಕ್ಷಕರಿಗೆ ಸರ್ಕಾರಿ ಶಿಕ್ಷಣ ಹಕ್ಕು ಕಾಯ್ದೆಯ ಅನುಸಾರ ನೇಮಕಾತಿ ನಡೆಸಬೇಕು. ಮಕ್ಕಳ ಸಂಖ್ಯೆಗೆ ಅನುಗುಣವಾಗಿ ಶಿಕ್ಷಕರನ್ನು ಒದಗಿಸಬೇಕು.: [340, 1103, 504, 1121]
story1-col4-p1: ಕೆಂಗೇರಿ ಬಳಿ ಹೊಸ ಘಟಕ ಆರಂಭ ಮಾಡುವ ಪ್ರಸ್ತಾಪ ಇದ್ದು, ಬೆಂಗಳೂರು ದಕ್ಷಿಣ ಭಾಗದಲ್ಲಿ ಒಟ್ಟು 134.10 ಎಕರೆ ಪ್ರದೇಶದಲ್ಲಿ ಕಸ ಸಂಗ್ರಹಣಾ ಘಟಕ ನಿರ್ಮಾಣ ಮಾಡಲಾಗುತ್ತಿದೆ.: [531, 105, 661, 134]
story2-side-col1: [693, 418, 808, 577]
story4-main: [18, 1030, 678, 1400]
masthead-website-url[interactable]: www.munjanevarth.com: [842, 11, 927, 20]
epaper-website-strip[interactable]: [18, 340, 927, 360]
story4-col4-p5: 5. ಮಧ್ಯಾಹ್ನ ಬಿಸಿಯೂಟ ಯೋಜನೆಯನ್ನು ಬಲಪಡಿಸಬೇಕು. ಪೌಷ್ಟಿಕ ಆಹಾರ ಒದಗಿಸಬೇಕು ಎಂದು ಒತ್ತಾಯಿಸಲಾಗಿದೆ.: [514, 1113, 678, 1131]
story3-col4-p1: ದಲಿತ್ ಕುಮಾರ್ ಅವರು ಇದರ ದಲಿತ ಮೂಲಂಬರ ಅಹವಾಲುಗಳನ್ನು ಸ್ವೀಕರಿಸಿ, ಕಾನೂನು ಚೌಕಟ್ಟಿನಲ್ಲಿ ಕ್ರಮವಹಿಸಲಾಗುವುದು ಎಂದು ತಿಳಿಸಿದರು.: [513, 685, 678, 703]
story2-sidebar: [684, 367, 933, 642]
story6-body-p1: ಬೆಂಗಳೂರು: ಕಾಡಪ್ಪ ಎಂ.ಎಂ ಮಮತ ಅವರಿಗೆ ಪಿಎಚ್.ಡಿ ಪದವಿ ಪ್ರದಾನ ಮಾಡಲಾಗಿದೆ. 'ಎ ಸ್ಟಡಿ ಆನ್ ಕನ್ಸೂಮರ್ ಸರ್ವೀಸ್‌ಸ್ಟ್ರೇಟಜಿ' ಎಂಬುದೇ ಸಂಶೋಧನಾ ವಿಷಯವಾಗಿದೆ.: [697, 1129, 846, 1157]
story4-col2b-p2: 1. ರಾಜ್ಯದ 41,905 ಸರ್ಕಾರಿ ಪ್ರಾಥಮಿಕ ಶಾಲೆಗಳನ್ನು ಉಳಿಸಿ ಬೆಳೆಸಬೇಕು.: [179, 1254, 323, 1262]
story3-photo-block: [183, 684, 503, 913]
